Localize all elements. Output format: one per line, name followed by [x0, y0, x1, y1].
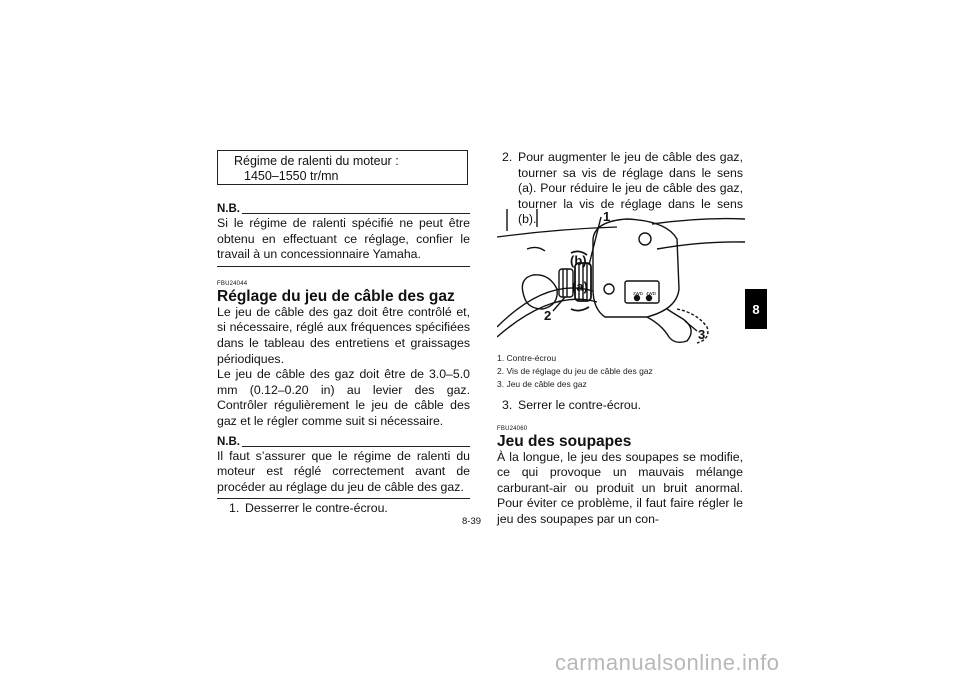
- section-paragraph: Le jeu de câble des gaz doit être de 3.0–5.0 mm (0.12–0.20 in) au levier des gaz. Contrôler régulièrement le jeu de câble des gaz et le régler comme suit si nécessaire.: [217, 367, 470, 428]
- caption-item: 1. Contre-écrou: [497, 353, 557, 363]
- step-item: 3. Serrer le contre-écrou.: [502, 398, 642, 412]
- section-title: Jeu des soupapes: [497, 432, 632, 450]
- section-title: Réglage du jeu de câble des gaz: [217, 287, 455, 305]
- section-code: FBU24060: [497, 425, 528, 432]
- caption-item: 3. Jeu de câble des gaz: [497, 379, 587, 389]
- callout-a: (a): [572, 279, 588, 294]
- page-number: 8-39: [462, 516, 482, 527]
- note-heading: N.B.: [217, 436, 470, 449]
- callout-2: 2: [544, 308, 552, 323]
- note-heading: N.B.: [217, 203, 470, 216]
- spec-value: 1450–1550 tr/mn: [244, 169, 339, 183]
- caption-item: 2. Vis de réglage du jeu de câble des gaz: [497, 366, 653, 376]
- callout-3: 3: [698, 327, 706, 342]
- throttle-cable-illustration: [497, 209, 745, 346]
- spec-label: Régime de ralenti du moteur :: [234, 154, 399, 168]
- left-column: [217, 150, 470, 517]
- right-lower: [497, 398, 743, 528]
- section-code: FBU24044: [217, 280, 248, 287]
- note-text: Si le régime de ralenti spécifié ne peut être obtenu en effectuant ce réglage, confier le travail à un concessionnaire Yamaha.: [217, 216, 470, 262]
- step-item: 1. Desserrer le contre-écrou.: [229, 501, 388, 516]
- section-paragraph: Le jeu de câble des gaz doit être contrôlé et, si nécessaire, réglé aux fréquences spécifiées dans le tableau des entretiens et graissages périodiques.: [217, 304, 470, 366]
- switch-label-4wd: 4WD: [646, 291, 656, 296]
- watermark: carmanualsonline.info: [555, 650, 780, 675]
- section-paragraph: À la longue, le jeu des soupapes se modifie, ce qui provoque un mauvais mélange carburant-air ou produit un bruit anormal. Pour éviter ce problème, il faut faire régler le jeu des soupapes par un con-: [497, 449, 743, 526]
- note-text: Il faut s’assurer que le régime de ralenti du moteur est réglé correctement avant de procéder au réglage du jeu de câble des gaz.: [217, 448, 470, 494]
- switch-label-2wd: 2WD: [633, 291, 643, 296]
- chapter-tab: 8: [745, 289, 767, 329]
- callout-1: 1: [603, 209, 611, 224]
- idle-speed-spec-box: [217, 150, 468, 185]
- step-item: 2. Pour augmenter le jeu de câble des gaz, tourner sa vis de réglage dans le sens (a). Pour réduire le jeu de câble des gaz, tourner la vis de réglage dans le sens (b).: [502, 150, 743, 227]
- figure-captions: [497, 352, 743, 391]
- callout-b: (b): [570, 253, 587, 268]
